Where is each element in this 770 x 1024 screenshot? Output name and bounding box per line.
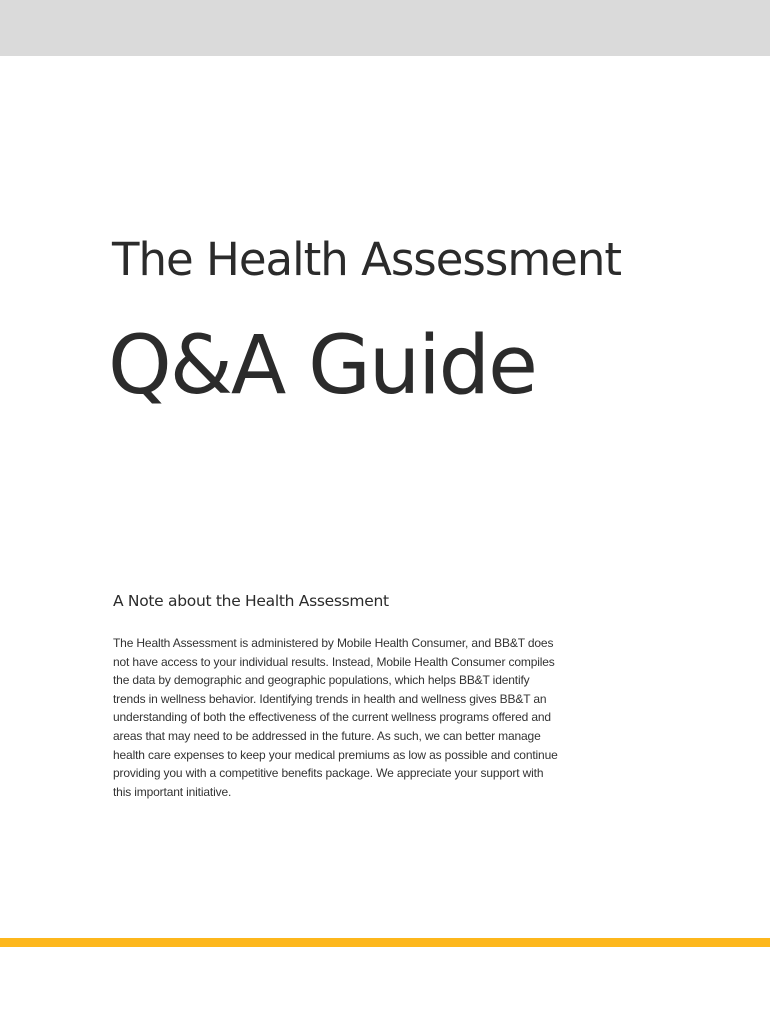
document-title: The Health Assessment <box>112 233 622 286</box>
note-body-line: providing you with a competitive benefits package. We appreciate your support with <box>113 766 544 781</box>
top-header-band <box>0 0 770 56</box>
accent-rule <box>0 938 770 947</box>
note-body-line: The Health Assessment is administered by Mobile Health Consumer, and BB&T does <box>113 636 554 650</box>
note-body-line: health care expenses to keep your medical premiums as low as possible and continue <box>113 747 558 762</box>
note-body-line: areas that may need to be addressed in the future. As such, we can better manage <box>113 728 541 743</box>
note-heading: A Note about the Health Assessment <box>113 592 389 610</box>
note-body-line: this important initiative. <box>113 784 232 799</box>
note-body <box>113 634 583 801</box>
note-body-line: the data by demographic and geographic populations, which helps BB&T identify <box>113 673 530 688</box>
note-body-line: not have access to your individual results. Instead, Mobile Health Consumer compiles <box>113 654 555 669</box>
document-subtitle: Q&A Guide <box>108 319 536 413</box>
note-body-line: understanding of both the effectiveness of the current wellness programs offered and <box>113 710 551 725</box>
note-body-line: trends in wellness behavior. Identifying trends in health and wellness gives BB&T an <box>113 691 547 706</box>
